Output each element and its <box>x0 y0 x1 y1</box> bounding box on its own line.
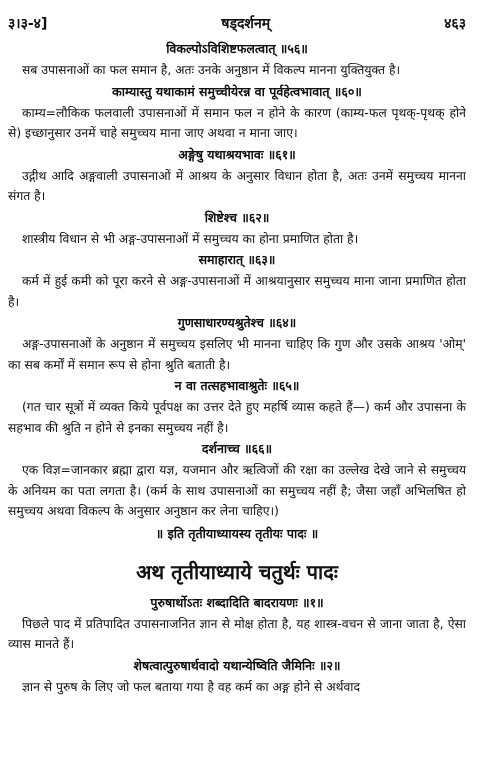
running-head <box>8 14 466 38</box>
sutra: गुणसाधारण्यश्रुतेश्च ॥६४॥ <box>177 315 297 330</box>
commentary: (गत चार सूत्रों में व्यक्त किये पूर्वपक्ष का उत्तर देते हुए महर्षि व्यास कहते हैं—) कर्म और उपासना के सहभाव की श्रुति न होने से इनका समुच्चय नहीं है। <box>8 400 466 435</box>
commentary: काम्य=लौकिक फलवाली उपासनाओं में समान फल न होने के कारण (काम्य-फल पृथक्-पृथक् होने से) इच्छानुसार उनमें चाहे समुच्चय माना जाए अथवा न माना जाए। <box>8 105 466 140</box>
sutra: न वा तत्सहभावाश्रुतेः ॥६५॥ <box>174 378 300 393</box>
commentary: उद्गीथ आदि अङ्गवाली उपासनाओं में आश्रय के अनुसार विधान होता है, अतः उनमें समुच्चय मानना संगत है। <box>8 168 466 203</box>
commentary: सब उपासनाओं का फल समान है, अतः उनके अनुष्ठान में विकल्प मानना युक्तियुक्त है। <box>22 63 401 77</box>
sutra: शेषत्वात्पुरुषार्थवादो यथान्येष्विति जैमिनिः ॥२॥ <box>133 657 341 673</box>
sutra: शिष्टेश्च ॥६२॥ <box>204 209 270 225</box>
sutra: अङ्गेषु यथाश्रयभावः ॥६१॥ <box>178 146 296 162</box>
chapter-title: अथ तृतीयाध्याये चतुर्थः पादः <box>136 559 338 584</box>
sutra: काम्यास्तु यथाकामं समुच्चीयेरन्न वा पूर्वहेत्वभावात् ॥६०॥ <box>112 83 362 99</box>
commentary: ज्ञान से पुरुष के लिए जो फल बताया गया है वह कर्म का अङ्ग होने से अर्थवाद <box>22 679 361 694</box>
sutra: दर्शनाच्च ॥६६॥ <box>201 441 273 456</box>
sutra: समाहारात् ॥६३॥ <box>198 252 276 267</box>
commentary: अङ्ग-उपासनाओं के अनुष्ठान में समुच्चय इसलिए भी मानना चाहिए कि गुण और उसके आश्रय 'ओम्' का सब कर्मों में समान रूप से होना श्रुति बताती है। <box>8 337 466 372</box>
running-head-title: षड्दर्शनम् <box>221 16 271 32</box>
commentary: पिछले पाद में प्रतिपादित उपासनाजनित ज्ञान से मोक्ष होता है, यह शास्त्र-वचन से जाना जाता है, ऐसा व्यास मानते हैं। <box>8 616 466 651</box>
commentary: एक विज्ञ=जानकार ब्रह्मा द्वारा यज्ञ, यजमान और ऋत्विजों की रक्षा का उल्लेख देखे जाने से समुच्चय के अनियम का पता लगता है। (कर्म के साथ उपासनाओं का समुच्चय नहीं है; जैसा जहाँ अभिलषित हो समुच्चय अथवा विकल्प के अनुसार अनुष्ठान कर लेना चाहिए।) <box>8 463 466 518</box>
commentary: कर्म में हुई कमी को पूरा करने से अङ्ग-उपासनाओं में आश्रयानुसार समुच्चय माना जाना प्रमाणित होता है। <box>8 274 466 309</box>
sutra-commentary-section <box>8 38 466 522</box>
sutra: विकल्पोऽविशिष्टफलत्वात् ॥५६॥ <box>166 41 308 56</box>
page-number: ४६३ <box>444 16 466 32</box>
sutra: पुरुषार्थोऽतः शब्दादिति बादरायणः ॥१॥ <box>150 594 324 610</box>
sutra-commentary-section-2 <box>8 592 466 698</box>
commentary: शास्त्रीय विधान से भी अङ्ग-उपासनाओं में समुच्चय का होना प्रमाणित होता है। <box>22 231 359 246</box>
running-head-left: ३।३-४] <box>8 16 48 32</box>
section-end-line: ॥ इति तृतीयाध्यायस्य तृतीयः पादः ॥ <box>155 525 319 541</box>
